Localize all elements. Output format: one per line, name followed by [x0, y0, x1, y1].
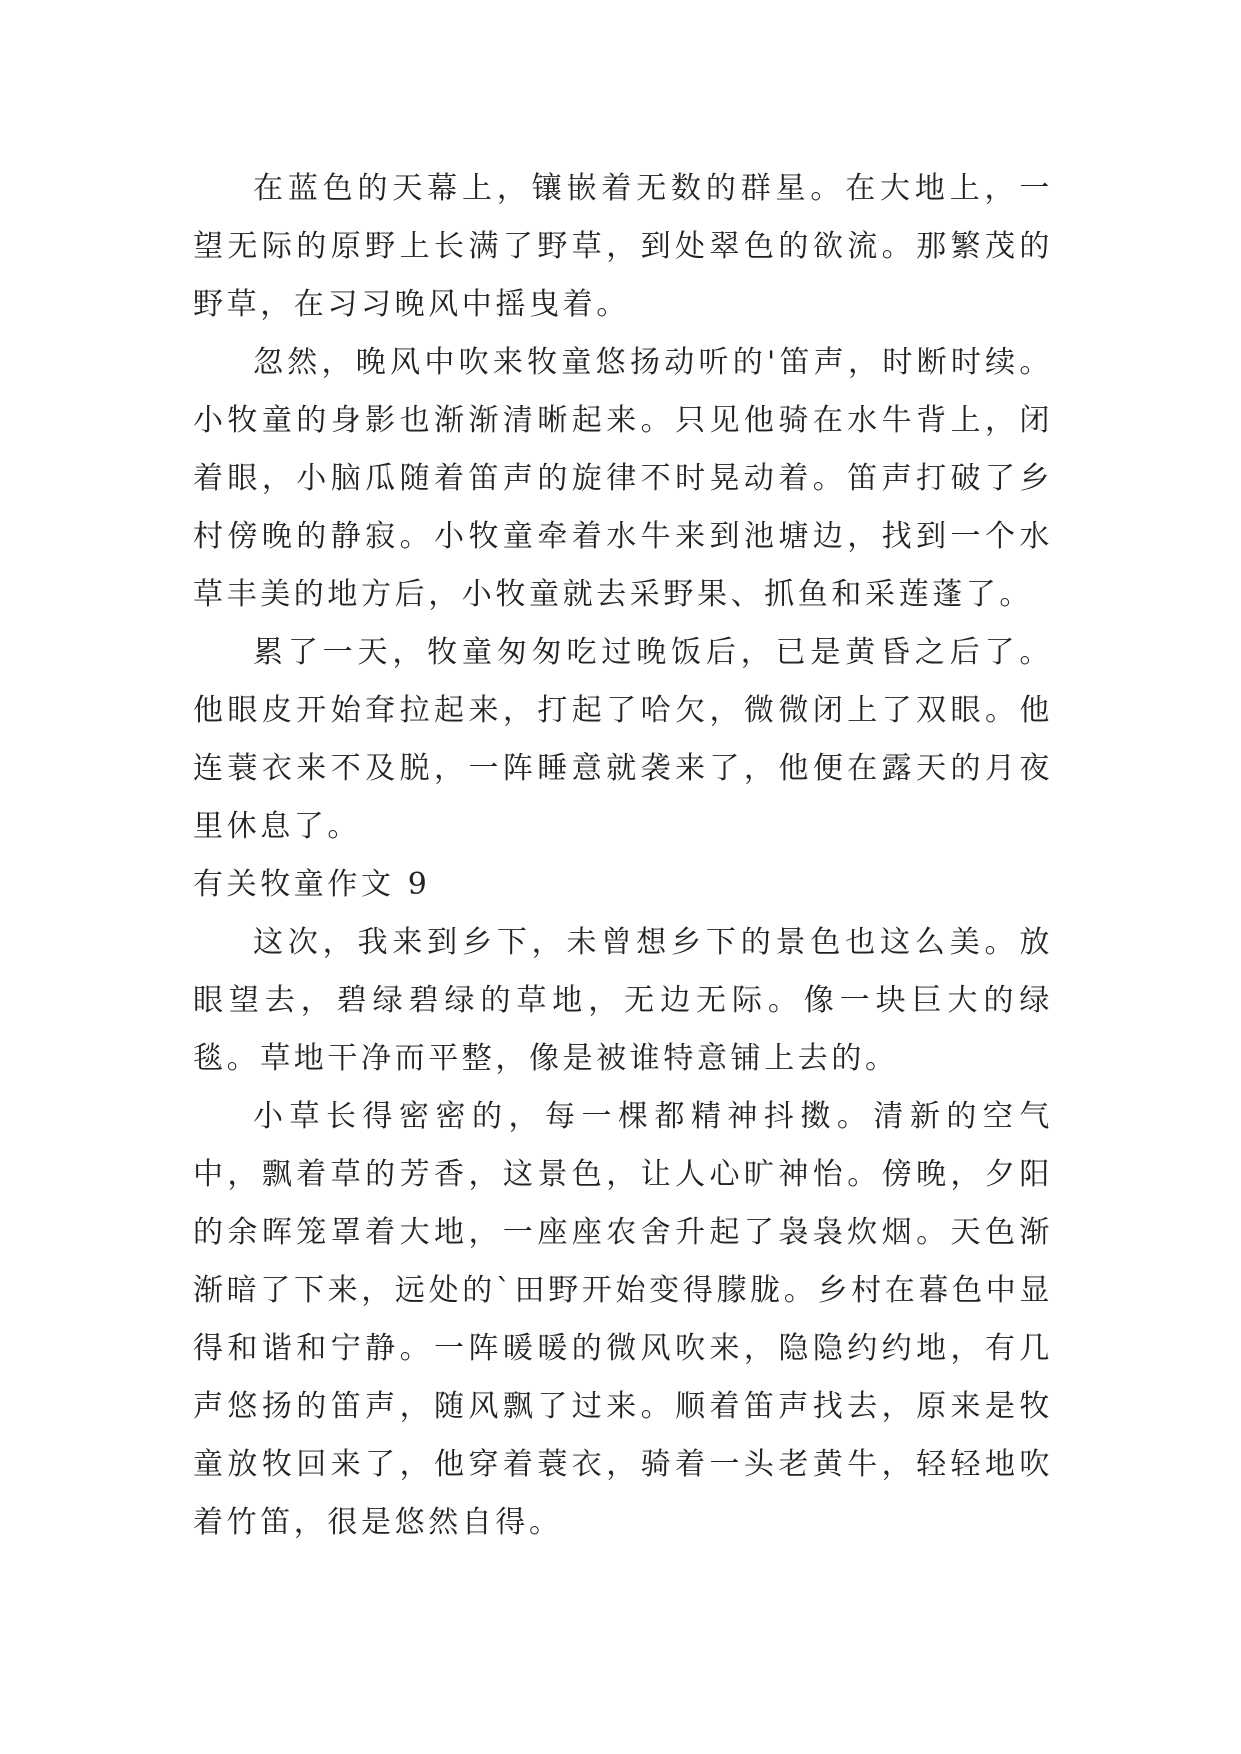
document-body — [193, 160, 1053, 1552]
paragraph-countryside: 这次，我来到乡下，未曾想乡下的景色也这么美。放眼望去，碧绿碧绿的草地，无边无际。像一块巨大的绿毯。草地干净而平整，像是被谁特意铺上去的。 — [193, 925, 1053, 1076]
paragraph-starry-sky: 在蓝色的天幕上，镶嵌着无数的群星。在大地上，一望无际的原野上长满了野草，到处翠色的欲流。那繁茂的野草，在习习晚风中摇曳着。 — [193, 171, 1053, 322]
paragraph-grassland-dusk: 小草长得密密的，每一棵都精神抖擞。清新的空气中，飘着草的芳香，这景色，让人心旷神怡。傍晚，夕阳的余晖笼罩着大地，一座座农舍升起了袅袅炊烟。天色渐渐暗了下来，远处的`田野开始变得朦胧。乡村在暮色中显得和谐和宁静。一阵暖暖的微风吹来，隐隐约约地，有几声悠扬的笛声，随风飘了过来。顺着笛声找去，原来是牧童放牧回来了，他穿着蓑衣，骑着一头老黄牛，轻轻地吹着竹笛，很是悠然自得。 — [193, 1099, 1053, 1540]
paragraph-flute-sound: 忽然，晚风中吹来牧童悠扬动听的'笛声，时断时续。小牧童的身影也渐渐清晰起来。只见他骑在水牛背上，闭着眼，小脑瓜随着笛声的旋律不时晃动着。笛声打破了乡村傍晚的静寂。小牧童牵着水牛来到池塘边，找到一个水草丰美的地方后，小牧童就去采野果、抓鱼和采莲蓬了。 — [193, 345, 1053, 612]
section-title: 有关牧童作文 9 — [193, 867, 431, 902]
paragraph-evening-rest: 累了一天，牧童匆匆吃过晚饭后，已是黄昏之后了。他眼皮开始耷拉起来，打起了哈欠，微微闭上了双眼。他连蓑衣来不及脱，一阵睡意就袭来了，他便在露天的月夜里休息了。 — [193, 635, 1053, 844]
